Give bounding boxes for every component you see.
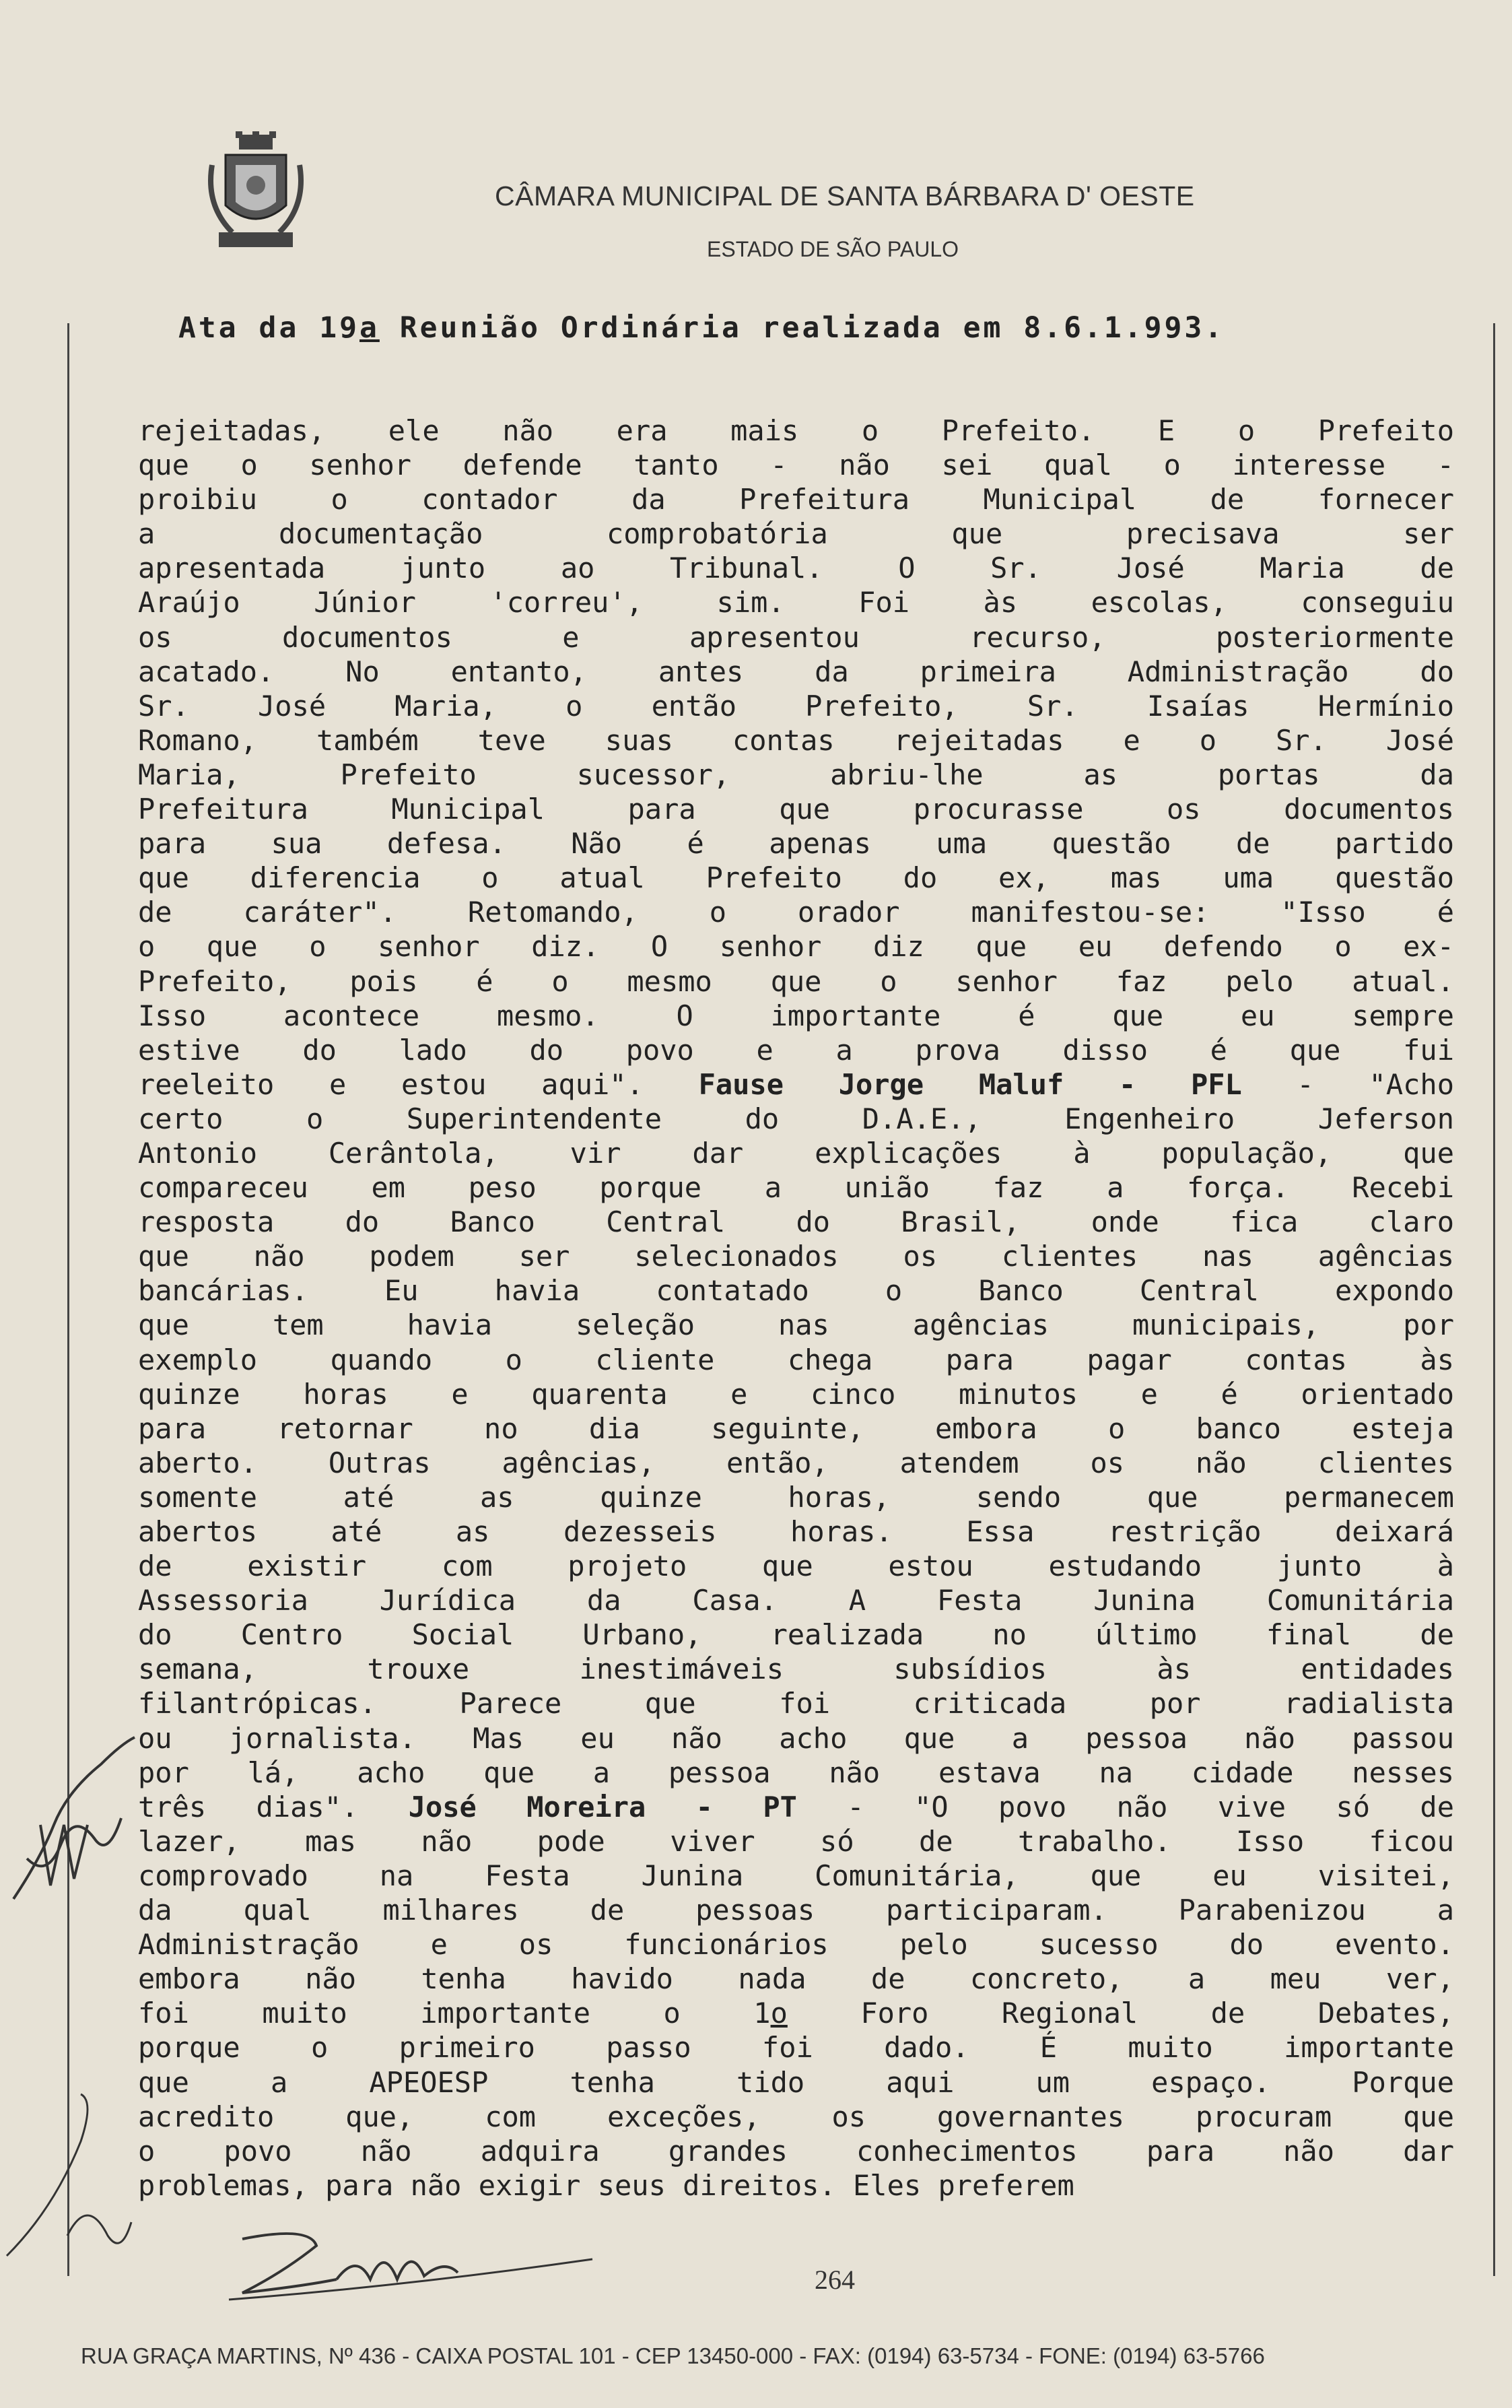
body-line: Isso acontece mesmo. O importante é que eu sempre (138, 999, 1454, 1032)
speaker-name: Fause Jorge Maluf - PFL (698, 1067, 1242, 1101)
body-line: Administração e os funcionários pelo sucesso do evento. (138, 1928, 1454, 1962)
body-line: Prefeitura Municipal para que procurasse os documentos (138, 793, 1454, 826)
body-line: Araújo Júnior 'correu', sim. Foi às escolas, conseguiu (138, 586, 1454, 620)
body-line: aberto. Outras agências, então, atendem os não clientes (138, 1446, 1454, 1479)
body-line: semana, trouxe inestimáveis subsídios às entidades (138, 1652, 1454, 1686)
body-line: a documentação comprobatória que precisava ser (138, 517, 1454, 551)
left-margin-line (67, 323, 69, 2276)
body-line: lazer, mas não pode viver só de trabalho. Isso ficou (138, 1824, 1454, 1858)
body-line: o que o senhor diz. O senhor diz que eu defendo o ex- (138, 930, 1454, 964)
page-number: 264 (815, 2265, 855, 2295)
body-line: somente até as quinze horas, sendo que permanecem (138, 1480, 1454, 1514)
body-line: bancárias. Eu havia contatado o Banco Central expondo (138, 1274, 1454, 1308)
body-line: certo o Superintendente do D.A.E., Engenheiro Jeferson (138, 1102, 1454, 1135)
body-line: abertos até as dezesseis horas. Essa restrição deixará (138, 1515, 1454, 1548)
body-line: problemas, para não exigir seus direitos. Eles preferem (138, 2168, 1074, 2202)
body-line: embora não tenha havido nada de concreto, a meu ver, (138, 1962, 1454, 1996)
body-line: ou jornalista. Mas eu não acho que a pessoa não passou (138, 1721, 1454, 1755)
body-line: que não podem ser selecionados os clientes nas agências (138, 1240, 1454, 1273)
signature-bottom-icon (202, 2219, 619, 2313)
body-line: que o senhor defende tanto - não sei qual o interesse - (138, 448, 1454, 482)
body-line: estive do lado do povo e a prova disso é que fui (138, 1033, 1454, 1067)
body-line: de existir com projeto que estou estudando junto à (138, 1549, 1454, 1583)
body-line: foi muito importante o 1o Foro Regional de Debates, (138, 1997, 1454, 2030)
document-title: Ata da 19a Reunião Ordinária realizada em 8.6.1.993. (178, 311, 1225, 345)
coat-of-arms-icon (205, 131, 306, 259)
body-line-speaker: três dias". José Moreira - PT - "O povo não vive só de (138, 1790, 1454, 1824)
body-line: Antonio Cerântola, vir dar explicações à população, que (138, 1136, 1454, 1170)
body-line: acatado. No entanto, antes da primeira Administração do (138, 655, 1454, 688)
institution-name: CÂMARA MUNICIPAL DE SANTA BÁRBARA D' OESTE (495, 180, 1195, 211)
body-line: de caráter". Retomando, o orador manifestou-se: "Isso é (138, 896, 1454, 929)
body-line: para retornar no dia seguinte, embora o banco esteja (138, 1411, 1454, 1445)
body-line: que a APEOESP tenha tido aqui um espaço. Porque (138, 2065, 1454, 2099)
body-line: o povo não adquira grandes conhecimentos para não dar (138, 2134, 1454, 2168)
body-line: rejeitadas, ele não era mais o Prefeito. E o Prefeito (138, 414, 1454, 447)
body-line: os documentos e apresentou recurso, posteriormente (138, 620, 1454, 654)
body-line: que tem havia seleção nas agências municipais, por (138, 1308, 1454, 1342)
body-line: acredito que, com exceções, os governantes procuram que (138, 2100, 1454, 2133)
body-line: compareceu em peso porque a união faz a força. Recebi (138, 1171, 1454, 1205)
body-line: comprovado na Festa Junina Comunitária, que eu visitei, (138, 1859, 1454, 1892)
body-line: que diferencia o atual Prefeito do ex, mas uma questão (138, 861, 1454, 895)
body-line: da qual milhares de pessoas participaram. Parabenizou a (138, 1894, 1454, 1927)
body-line: porque o primeiro passo foi dado. É muito importante (138, 2031, 1454, 2065)
body-line: filantrópicas. Parece que foi criticada por radialista (138, 1687, 1454, 1720)
signature-left-icon (0, 1724, 155, 1926)
body-line: Maria, Prefeito sucessor, abriu-lhe as portas da (138, 758, 1454, 791)
body-line: para sua defesa. Não é apenas uma questão de partido (138, 827, 1454, 861)
body-line: por lá, acho que a pessoa não estava na cidade nesses (138, 1755, 1454, 1789)
body-line: exemplo quando o cliente chega para pagar contas às (138, 1343, 1454, 1376)
body-line: Romano, também teve suas contas rejeitadas e o Sr. José (138, 723, 1454, 757)
body-line: resposta do Banco Central do Brasil, onde fica claro (138, 1205, 1454, 1239)
body-line: apresentada junto ao Tribunal. O Sr. José Maria de (138, 551, 1454, 585)
state-name: ESTADO DE SÃO PAULO (707, 237, 959, 261)
speaker-name: José Moreira - PT (408, 1790, 797, 1824)
minutes-body (138, 413, 1454, 2203)
body-line: Prefeito, pois é o mesmo que o senhor faz pelo atual. (138, 964, 1454, 998)
signature-initials-icon (0, 2087, 135, 2263)
body-line: do Centro Social Urbano, realizada no último final de (138, 1618, 1454, 1652)
body-line: Sr. José Maria, o então Prefeito, Sr. Isaías Hermínio (138, 689, 1454, 723)
body-line: quinze horas e quarenta e cinco minutos e é orientado (138, 1377, 1454, 1411)
footer-address: RUA GRAÇA MARTINS, Nº 436 - CAIXA POSTAL 101 - CEP 13450-000 - FAX: (0194) 63-5734 - FONE: (0194) 63-5766 (81, 2343, 1265, 2368)
body-line: proibiu o contador da Prefeitura Municipal de fornecer (138, 483, 1454, 516)
right-margin-line (1493, 323, 1495, 2276)
body-line: Assessoria Jurídica da Casa. A Festa Junina Comunitária (138, 1584, 1454, 1617)
body-line-speaker: reeleito e estou aqui". Fause Jorge Maluf - PFL - "Acho (138, 1067, 1454, 1101)
